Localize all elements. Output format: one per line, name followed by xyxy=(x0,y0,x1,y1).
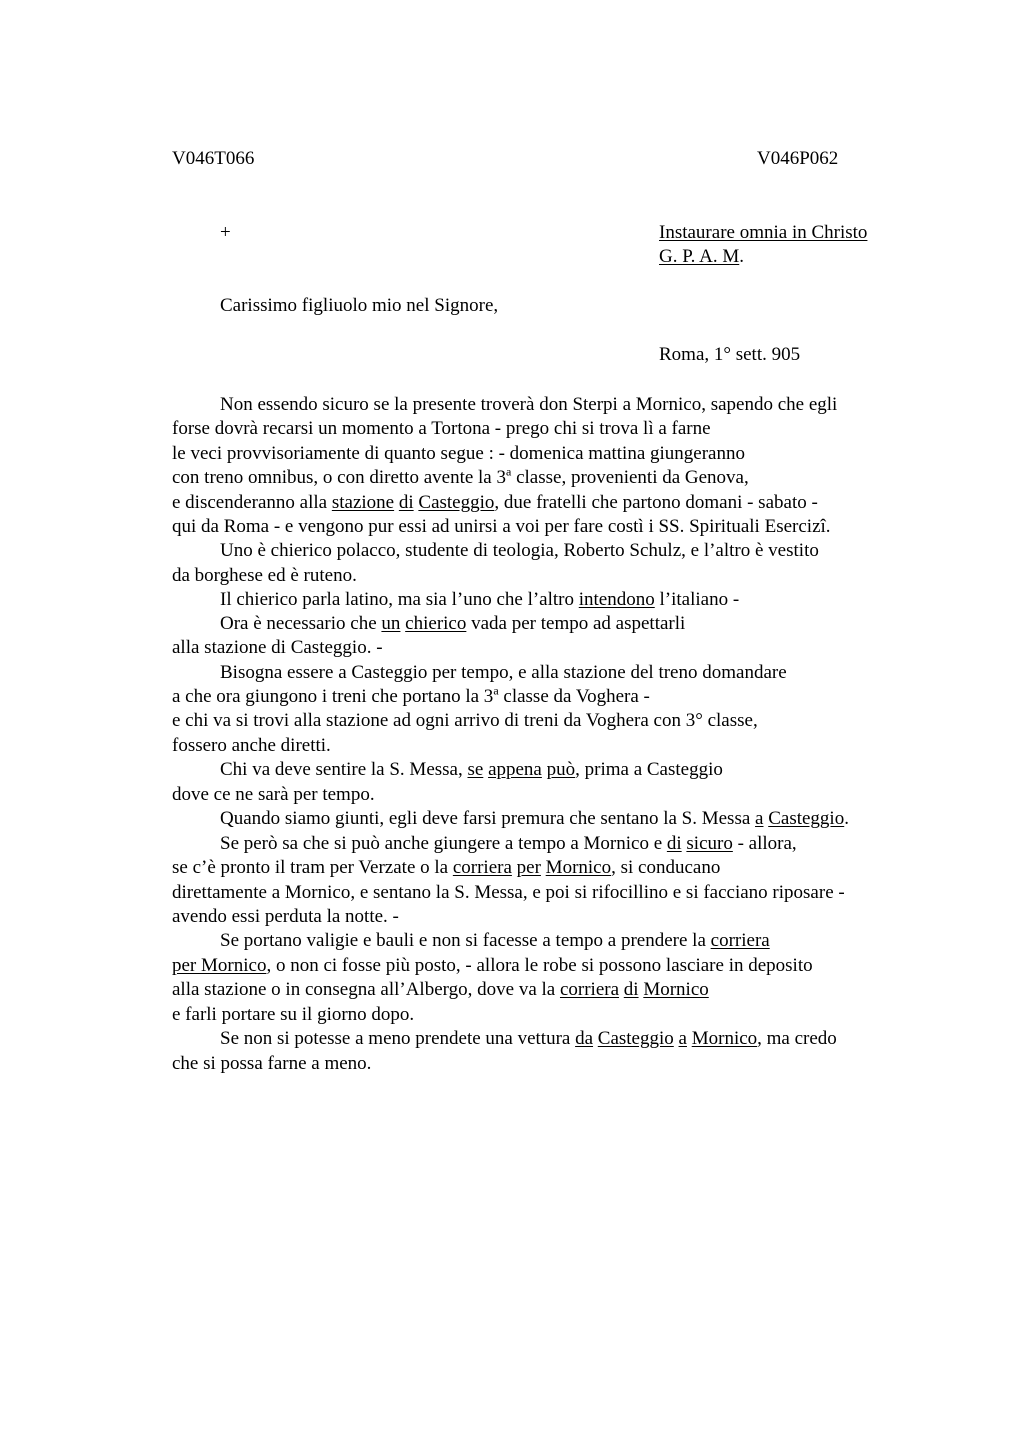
body-line: Se però sa che si può anche giungere a tempo a Mornico e di sicuro - allora, xyxy=(220,833,797,854)
body-line: e discenderanno alla stazione di Casteggio, due fratelli che partono domani - sabato - xyxy=(172,492,818,513)
body-line: e farli portare su il giorno dopo. xyxy=(172,1004,415,1025)
motto-line-1: Instaurare omnia in Christo xyxy=(659,222,868,243)
body-line: Uno è chierico polacco, studente di teologia, Roberto Schulz, e l’altro è vestito xyxy=(220,540,819,561)
body-line: Ora è necessario che un chierico vada per tempo ad aspettarli xyxy=(220,613,686,634)
body-line: Quando siamo giunti, egli deve farsi premura che sentano la S. Messa a Casteggio. xyxy=(220,808,849,829)
cross-symbol: + xyxy=(220,222,231,243)
body-line: Se portano valigie e bauli e non si facesse a tempo a prendere la corriera xyxy=(220,930,770,951)
body-line: con treno omnibus, o con diretto avente la 3$^a$ classe, provenienti da Genova, xyxy=(172,464,749,488)
body-line: per Mornico, o non ci fosse più posto, - allora le robe si possono lasciare in deposito xyxy=(172,955,813,976)
body-line: e chi va si trovi alla stazione ad ogni arrivo di treni da Voghera con 3° classe, xyxy=(172,710,758,731)
body-line: che si possa farne a meno. xyxy=(172,1053,372,1074)
body-line: se c’è pronto il tram per Verzate o la corriera per Mornico, si conducano xyxy=(172,857,721,878)
body-line: direttamente a Mornico, e sentano la S. Messa, e poi si rifocillino e si facciano riposare - xyxy=(172,882,845,903)
body-line: Il chierico parla latino, ma sia l’uno che l’altro intendono l’italiano - xyxy=(220,589,740,610)
body-line: Se non si potesse a meno prendete una vettura da Casteggio a Mornico, ma credo xyxy=(220,1028,837,1049)
motto-line-2: G. P. A. M. xyxy=(659,246,744,267)
letter-date: Roma, 1° sett. 905 xyxy=(659,344,801,365)
body-line: le veci provvisoriamente di quanto segue : - domenica mattina giungeranno xyxy=(172,443,745,464)
body-line: avendo essi perduta la notte. - xyxy=(172,906,399,927)
body-line: forse dovrà recarsi un momento a Tortona - prego chi si trova lì a farne xyxy=(172,418,711,439)
body-line: fossero anche diretti. xyxy=(172,735,331,756)
body-line: dove ce ne sarà per tempo. xyxy=(172,784,375,805)
body-line: alla stazione di Casteggio. - xyxy=(172,637,383,658)
salutation: Carissimo figliuolo mio nel Signore, xyxy=(220,295,499,316)
body-line: Non essendo sicuro se la presente troverà don Sterpi a Mornico, sapendo che egli xyxy=(220,394,838,415)
body-line: da borghese ed è ruteno. xyxy=(172,565,357,586)
body-line: Bisogna essere a Casteggio per tempo, e alla stazione del treno domandare xyxy=(220,662,787,683)
body-line: a che ora giungono i treni che portano la 3$^a$ classe da Voghera - xyxy=(172,683,650,707)
reference-code-right: V046P062 xyxy=(757,148,839,169)
body-line: alla stazione o in consegna all’Albergo, dove va la corriera di Mornico xyxy=(172,979,709,1000)
reference-code-left: V046T066 xyxy=(172,148,255,169)
body-line: qui da Roma - e vengono pur essi ad unirsi a voi per fare costì i SS. Spirituali Esercizî. xyxy=(172,516,831,537)
body-line: Chi va deve sentire la S. Messa, se appena può, prima a Casteggio xyxy=(220,759,723,780)
